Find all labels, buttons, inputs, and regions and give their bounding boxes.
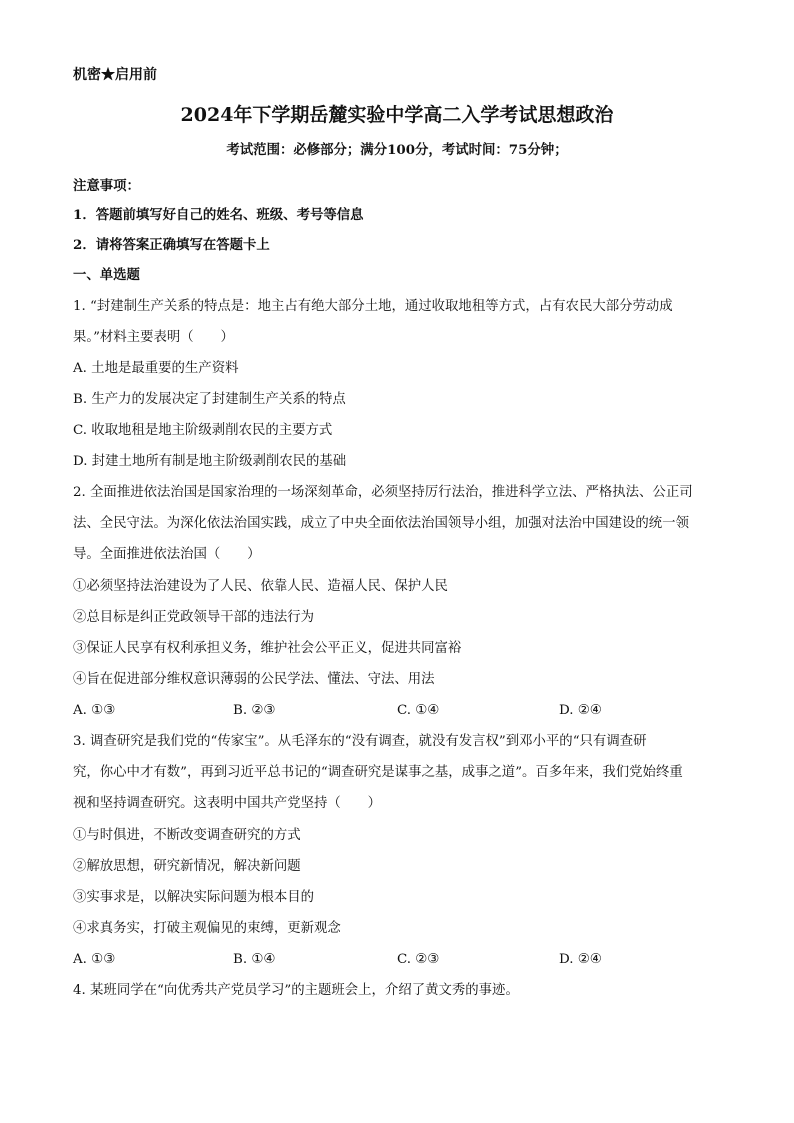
- question-2-option-a: A. ①③: [73, 703, 116, 718]
- question-2-option-b: B. ②③: [233, 703, 276, 718]
- exam-scope-line: 考试范围：必修部分；满分100分，考试时间：75分钟；: [226, 142, 568, 158]
- question-1-stem-line: 1. “封建制生产关系的特点是：地主占有绝大部分土地，通过收取地租等方式，占有农民大部分劳动成: [73, 299, 673, 314]
- question-3-options: [73, 951, 733, 969]
- note-item: 2．请将答案正确填写在答题卡上: [73, 237, 270, 253]
- question-2-options: [73, 702, 733, 720]
- question-1-choice-a: A. 土地是最重要的生产资料: [73, 361, 239, 376]
- question-1-stem-line: 果。”材料主要表明（ ）: [73, 330, 234, 345]
- section-heading: 一、单选题: [73, 267, 140, 283]
- question-3-statement: ④求真务实，打破主观偏见的束缚，更新观念: [73, 921, 341, 936]
- question-2-stem-line: 2. 全面推进依法治国是国家治理的一场深刻革命，必须坚持厉行法治，推进科学立法、严格执法、公正司: [73, 485, 693, 500]
- question-3-stem-line: 视和坚持调查研究。这表明中国共产党坚持（ ）: [73, 796, 381, 811]
- note-item: 1．答题前填写好自己的姓名、班级、考号等信息: [73, 207, 364, 223]
- question-3-option-d: D. ②④: [559, 952, 602, 967]
- question-2-option-d: D. ②④: [559, 703, 602, 718]
- question-2-stem-line: 法、全民守法。为深化依法治国实践，成立了中央全面依法治国领导小组，加强对法治中国建设的统一领: [73, 516, 689, 531]
- question-3-statement: ②解放思想，研究新情况，解决新问题: [73, 859, 301, 874]
- question-3-statement: ③实事求是，以解决实际问题为根本目的: [73, 890, 315, 905]
- question-3-stem-line: 究，你心中才有数”，再到习近平总书记的“调查研究是谋事之基，成事之道”。百多年来，我们党始终重: [73, 765, 683, 780]
- confidential-label: 机密★启用前: [73, 67, 157, 83]
- notes-heading: 注意事项：: [73, 178, 140, 194]
- question-4-stem-line: 4. 某班同学在“向优秀共产党员学习”的主题班会上，介绍了黄文秀的事迹。: [73, 983, 519, 998]
- question-3-option-b: B. ①④: [233, 952, 276, 967]
- question-2-statement: ③保证人民享有权利承担义务，维护社会公平正义，促进共同富裕: [73, 641, 462, 656]
- question-2-statement: ①必须坚持法治建设为了人民、依靠人民、造福人民、保护人民: [73, 579, 448, 594]
- question-2-statement: ②总目标是纠正党政领导干部的违法行为: [73, 610, 315, 625]
- question-3-option-c: C. ②③: [397, 952, 440, 967]
- question-2-option-c: C. ①④: [397, 703, 440, 718]
- question-1-choice-b: B. 生产力的发展决定了封建制生产关系的特点: [73, 392, 346, 407]
- exam-title: 2024年下学期岳麓实验中学高二入学考试思想政治: [180, 104, 614, 126]
- question-1-choice-d: D. 封建土地所有制是地主阶级剥削农民的基础: [73, 454, 347, 469]
- question-1-choice-c: C. 收取地租是地主阶级剥削农民的主要方式: [73, 423, 333, 438]
- question-2-statement: ④旨在促进部分维权意识薄弱的公民学法、懂法、守法、用法: [73, 672, 435, 687]
- question-3-statement: ①与时俱进，不断改变调查研究的方式: [73, 828, 301, 843]
- question-3-stem-line: 3. 调查研究是我们党的“传家宝”。从毛泽东的“没有调查，就没有发言权”到邓小平的“只有调查研: [73, 734, 647, 749]
- question-2-stem-line: 导。全面推进依法治国（ ）: [73, 547, 261, 562]
- question-3-option-a: A. ①③: [73, 952, 116, 967]
